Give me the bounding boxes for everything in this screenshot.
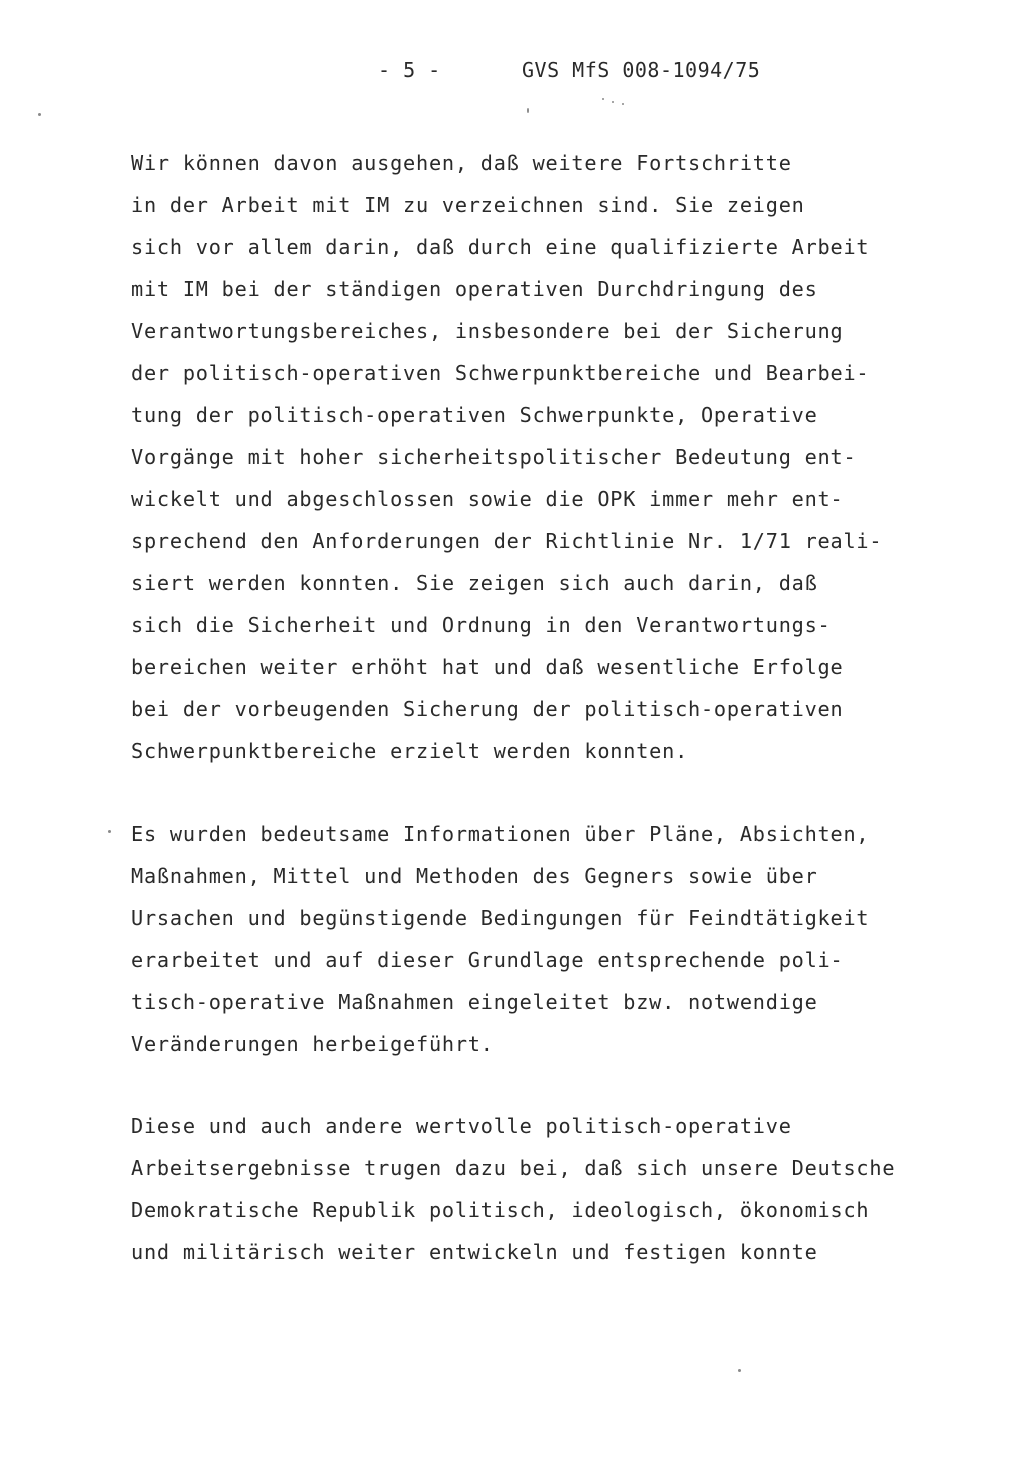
- text-line: Arbeitsergebnisse trugen dazu bei, daß sich unsere Deutsche: [131, 1156, 896, 1180]
- text-line: sprechend den Anforderungen der Richtlinie Nr. 1/71 reali-: [131, 529, 883, 553]
- scan-speck: [38, 113, 41, 116]
- scan-speck: [108, 830, 111, 833]
- text-line: bereichen weiter erhöht hat und daß wesentliche Erfolge: [131, 655, 844, 679]
- text-line: Es wurden bedeutsame Informationen über Pläne, Absichten,: [131, 822, 870, 846]
- text-line: der politisch-operativen Schwerpunktbereiche und Bearbei-: [131, 361, 870, 385]
- text-line: erarbeitet und auf dieser Grundlage entsprechende poli-: [131, 948, 844, 972]
- text-line: Vorgänge mit hoher sicherheitspolitischer Bedeutung ent-: [131, 445, 857, 469]
- text-line: wickelt und abgeschlossen sowie die OPK immer mehr ent-: [131, 487, 844, 511]
- paragraph-1: [131, 142, 931, 772]
- text-line: in der Arbeit mit IM zu verzeichnen sind. Sie zeigen: [131, 193, 805, 217]
- text-line: Schwerpunktbereiche erzielt werden konnten.: [131, 739, 689, 763]
- scan-speck: [738, 1369, 741, 1372]
- text-line: Ursachen und begünstigende Bedingungen für Feindtätigkeit: [131, 906, 870, 930]
- scan-speck: [527, 108, 529, 113]
- text-line: Veränderungen herbeigeführt.: [131, 1032, 494, 1056]
- paragraph-2: [131, 813, 931, 1065]
- text-line: mit IM bei der ständigen operativen Durchdringung des: [131, 277, 818, 301]
- page-header: [0, 58, 1024, 88]
- scan-speck: [622, 103, 624, 105]
- text-line: und militärisch weiter entwickeln und festigen konnte: [131, 1240, 818, 1264]
- text-line: bei der vorbeugenden Sicherung der politisch-operativen: [131, 697, 844, 721]
- text-line: siert werden konnten. Sie zeigen sich auch darin, daß: [131, 571, 818, 595]
- document-reference: GVS MfS 008-1094/75: [522, 58, 761, 82]
- text-line: tisch-operative Maßnahmen eingeleitet bzw. notwendige: [131, 990, 818, 1014]
- page-number: - 5 -: [378, 58, 441, 82]
- text-line: Maßnahmen, Mittel und Methoden des Gegners sowie über: [131, 864, 818, 888]
- scan-speck: [612, 101, 614, 103]
- scan-speck: [602, 98, 604, 100]
- text-line: Demokratische Republik politisch, ideologisch, ökonomisch: [131, 1198, 870, 1222]
- text-line: sich die Sicherheit und Ordnung in den Verantwortungs-: [131, 613, 831, 637]
- text-line: sich vor allem darin, daß durch eine qualifizierte Arbeit: [131, 235, 870, 259]
- text-line: Diese und auch andere wertvolle politisch-operative: [131, 1114, 792, 1138]
- text-line: Verantwortungsbereiches, insbesondere bei der Sicherung: [131, 319, 844, 343]
- text-line: tung der politisch-operativen Schwerpunkte, Operative: [131, 403, 818, 427]
- paragraph-3: [131, 1105, 931, 1273]
- text-line: Wir können davon ausgehen, daß weitere Fortschritte: [131, 151, 792, 175]
